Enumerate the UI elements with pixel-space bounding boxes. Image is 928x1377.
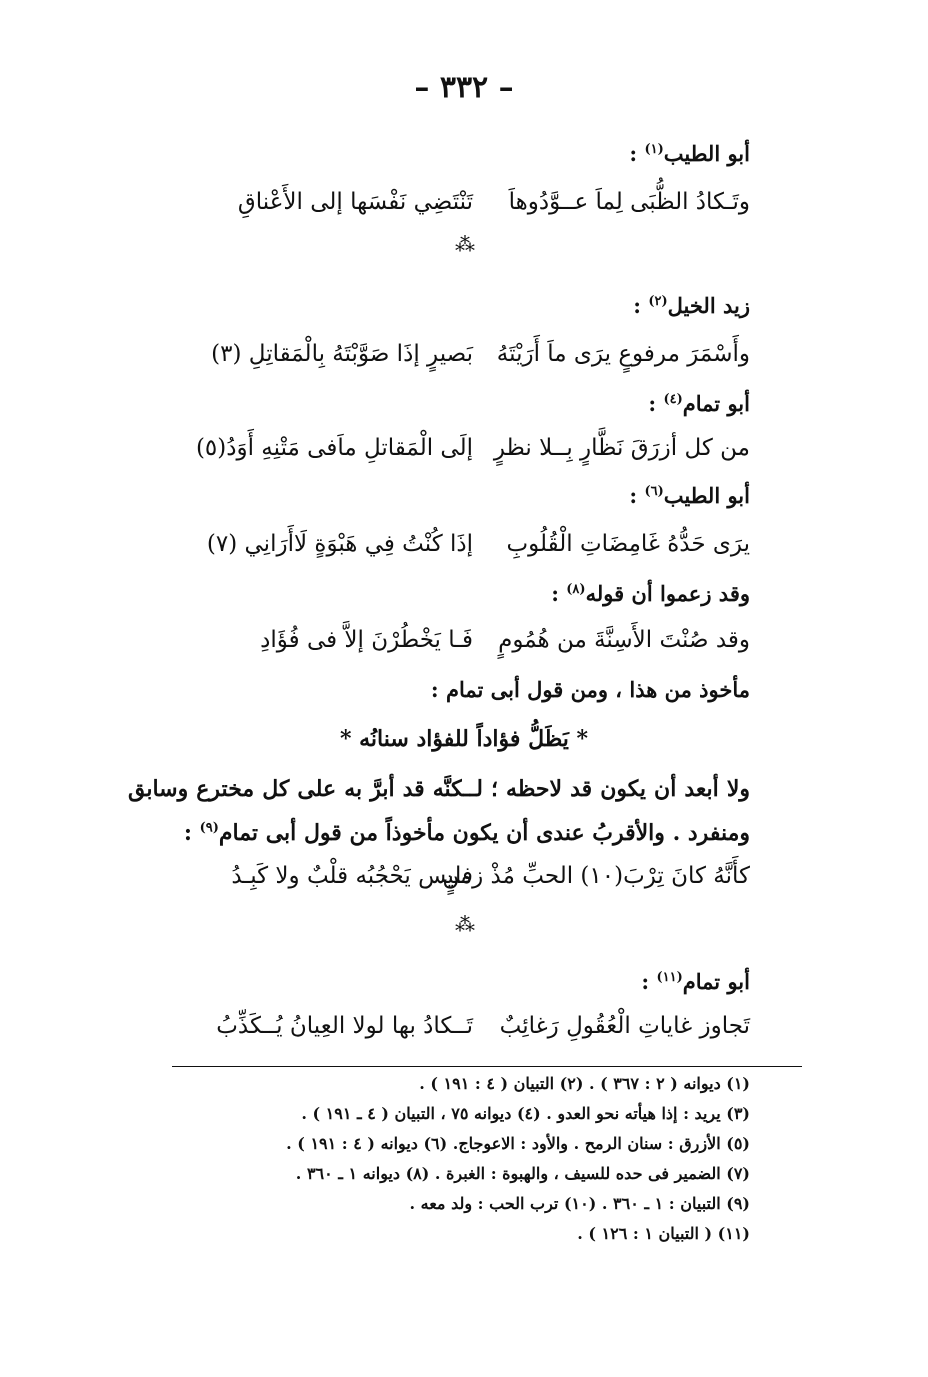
page-number: – ٣٣٢ – <box>414 70 514 105</box>
verse-11-first-hemistich: تَجاوز غاياتِ الْعُقُولِ رَغائِبٌ <box>499 1013 750 1039</box>
poet-name: أبو تمام <box>682 391 750 416</box>
verse-4-second-hemistich: إذَا كُنْتُ فِي هَبْوَةٍ لَاأَرَانِي (٧) <box>206 531 473 557</box>
footnote-ref: (٢) <box>648 294 668 309</box>
verse-9-first-hemistich: كأَنَّهُ كانَ تِرْبَ(١٠) الحبِّ مُذْ زمنٍ <box>442 863 750 889</box>
verse-1-first-hemistich: وتَـكادُ الظُّبَى لِماَ عــوَّدُوهاَ <box>508 189 750 215</box>
claim-verse-first-hemistich: وقد صُنْتَ الأَسِنَّةَ من هُمُومٍ <box>498 627 750 653</box>
claim-verse-second-hemistich: فَـا يَخْطُرْنَ إلاَّ فى فُؤَادِ <box>260 627 473 653</box>
footnote-line-1: (١) ديوانه ( ٢ : ٣٦٧ ) . (٢) التبيان ( ٤ : ١٩١ ) . <box>419 1074 750 1093</box>
footnote-ref: (٦) <box>644 484 664 499</box>
verse-3-first-hemistich: من كل أزرَقَ نَظَّارٍ بِــلا نظرٍ <box>493 435 750 461</box>
prose-line-2-text: ومنفرد . والأقربُ عندى أن يكون مأخوذاً من قول أبى تمام <box>218 820 750 846</box>
poet-heading-4: أبو الطيب$^{(٦)}$ : <box>629 483 750 508</box>
section-separator-2: ⁂ <box>455 912 473 936</box>
poet-heading-2: زيد الخيل$^{(٢)}$ : <box>633 293 750 318</box>
verse-9-second-hemistich: فليس يَحْجُبُه قلْبٌ ولا كَبِـدُ <box>231 863 473 889</box>
poet-heading-5: أبو تمام$^{(١١)}$ : <box>641 969 750 994</box>
footnote-ref: (١١) <box>656 970 683 985</box>
poet-name: زيد الخيل <box>667 293 750 318</box>
poet-name: أبو الطيب <box>663 141 750 166</box>
footnote-line-6: (١١) ( التبيان ١ : ١٢٦ ) . <box>577 1224 750 1243</box>
verse-2-first-hemistich: وأَسْمَرَ مرفوعٍ يرَى ماَ أَرَيْتَهُ <box>496 341 750 367</box>
claim-line: وقد زعموا أن قوله$^{(٨)}$ : <box>551 581 750 606</box>
prose-line-1: ولا أبعد أن يكون قد لاحظه ؛ لــكنَّه قد أبرَّ به على كل مخترع وسابق <box>128 776 750 802</box>
poet-heading-3: أبو تمام$^{(٤)}$ : <box>648 391 750 416</box>
footnote-ref: (٤) <box>663 392 683 407</box>
taken-from-line: مأخوذ من هذا ، ومن قول أبى تمام : <box>430 677 750 702</box>
footnote-line-4: (٧) الضمير فى حده للسيف ، والهبوة : الغبرة . (٨) ديوانه ١ ـ ٣٦٠ . <box>295 1164 750 1183</box>
verse-11-second-hemistich: تَــكادُ بها لولا العِيانُ يُــكَذِّبُ <box>216 1013 473 1039</box>
footnote-ref: (١) <box>644 142 664 157</box>
quoted-hemistich: * يَظَلُّ فؤاداً للفؤاد سنانُه * <box>339 726 589 752</box>
poet-name: أبو تمام <box>682 969 750 994</box>
poet-name: أبو الطيب <box>663 483 750 508</box>
footnote-divider <box>172 1066 802 1067</box>
footnote-line-3: (٥) الأزرق : سنان الرمح . والأود : الاعوجاج. (٦) ديوانه ( ٤ : ١٩١ ) . <box>286 1134 750 1153</box>
footnote-ref: (٨) <box>566 582 586 597</box>
claim-text: وقد زعموا أن قوله <box>585 581 750 606</box>
prose-line-2: ومنفرد . والأقربُ عندى أن يكون مأخوذاً من قول أبى تمام$^{(٩)}$ : <box>183 820 750 846</box>
verse-3-second-hemistich: إلَى الْمَقاتلِ ماَفى مَتْنِهِ أَوَدُ(٥) <box>195 435 473 461</box>
verse-4-first-hemistich: يرَى حَدُّهُ غَامِضَاتِ الْقُلُوبِ <box>506 531 750 557</box>
footnote-line-5: (٩) التبيان : ١ ـ ٣٦٠ . (١٠) ترب الحب : ولد معه . <box>409 1194 750 1213</box>
footnote-ref: (٩) <box>199 820 219 836</box>
verse-1-second-hemistich: تَنْتَضِي نَفْسَها إلى الأَعْناقِ <box>237 189 473 215</box>
footnote-line-2: (٣) يريد : إذا هيأته نحو العدو . (٤) ديوانه ٧٥ ، التبيان ( ٤ ـ ١٩١ ) . <box>301 1104 750 1123</box>
section-separator: ⁂ <box>455 232 473 256</box>
poet-heading-1: أبو الطيب$^{(١)}$ : <box>629 141 750 166</box>
verse-2-second-hemistich: بَصيرٍ إذَا صَوَّبْتَهُ بِالْمَقاتِلِ (٣) <box>211 341 473 367</box>
